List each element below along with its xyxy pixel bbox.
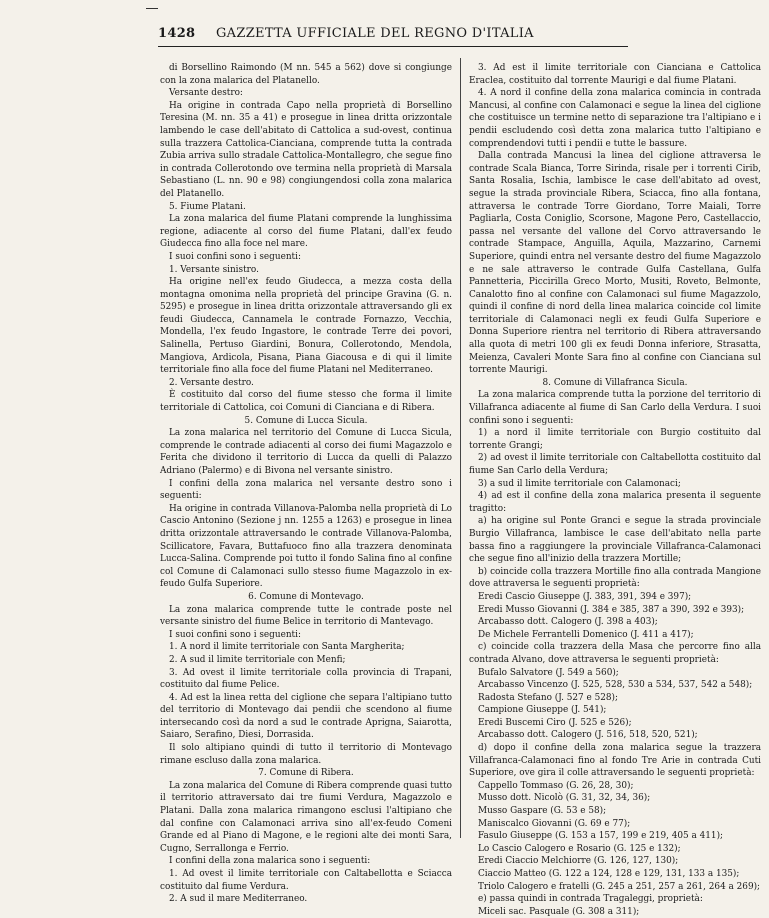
paragraph: 1. A nord il limite territoriale con Santa Margherita; (169, 642, 405, 653)
paragraph: 3. Ad est il limite territoriale con Cianciana e Cattolica Eraclea, costituito dal torrente Maurigi e dal fiume Platani. (469, 63, 761, 86)
paragraph: I suoi confini sono i seguenti: (169, 251, 301, 262)
section-heading: 8. Comune di Villafranca Sicula. (542, 377, 688, 388)
paragraph: c) coincide colla trazzera della Masa che percorre fino alla contrada Alvano, dove attraversa le seguenti proprietà: (469, 642, 761, 665)
paragraph: Musso Gaspare (G. 53 e 58); (478, 806, 607, 817)
paragraph: e) passa quindi in contrada Tragaleggi, proprietà: (478, 894, 703, 905)
paragraph: Ha origine nell'ex feudo Giudecca, a mezza costa della montagna omonima nella proprietà del principe Gravina (G. n. 5295) e prosegue in linea dritta orizzontale attraversando gli ex feudi Giudecca, Cannamela le contrade Fornazzo, Vecchia, Mondella, l'ex feudo Ingastore, le contrade Terre dei povori, Salinella, Pertuso Giardini, Bonura, Collerotondo, Mendola, Mangiova, Ardicola, Pisana, Piana Giacousa e di qui il limite territoriale fino alla foce del fiume Platani nel Mediterraneo. (160, 277, 452, 376)
paragraph: La zona malarica comprende tutta la porzione del territorio di Villafranca adiacente al fiume di San Carlo della Verdura. I suoi confini sono i seguenti: (469, 390, 761, 426)
paragraph: Dalla contrada Mancusi la linea del ciglione attraversa le contrade Scala Bianca, Torre Sirinda, risale per i torrenti Cirib, Santa Rosalia, Ischia, lambisce le case dell'abitato ad ovest, segue la strada provinciale Ribera, Sciacca, fino alla fontana, attraversa le contrade Torre Giordano, Torre Maiali, Torre Pagliarla, Costa Coniglio, Scorsone, Magone Pero, Castellaccio, passa nel versante del vallone del Corvo attraversando le contrade Stampace, Anguilla, Aquila, Mazzarino, Carnemi Superiore, quindi entra nel versante destro del fiume Magazzolo e ne sale attraverso le contrade Gulfa Castellana, Gulfa Pannetteria, Piccirilla Greco Morto, Musiti, Roveto, Belmonte, Canalotto fino al confine con Calamonaci sul fiume Magazzolo, quindi il confine di nord della linea malarica coincide col limite territoriale di Calamonaci negli ex feudi Gulfa Superiore e Donna Superiore rientra nel territorio di Ribera attraversando alla quota di metri 100 gli ex feudi Donna inferiore, Strasatta, Meienza, Cavaleri Monte Sara fino al confine con Cianciana sul torrente Maurigi. (469, 151, 761, 376)
paragraph: Campione Giuseppe (J. 541); (478, 705, 607, 716)
paragraph: Eredi Ciaccio Melchiorre (G. 126, 127, 130); (478, 856, 679, 867)
left-column (160, 62, 452, 905)
paragraph: I suoi confini sono i seguenti: (169, 629, 301, 640)
paragraph: La zona malarica comprende tutte le contrade poste nel versante sinistro del fiume Belice in territorio di Mantevago. (160, 604, 452, 628)
page-number: 1428 (158, 26, 196, 41)
paragraph: Fasulo Giuseppe (G. 153 a 157, 199 e 219, 405 a 411); (478, 831, 724, 842)
paragraph: 2) ad ovest il limite territoriale con Caltabellotta costituito dal fiume San Carlo della Verdura; (469, 453, 761, 476)
paragraph: Il solo altipiano quindi di tutto il territorio di Montevago rimane escluso dalla zona malarica. (160, 743, 452, 766)
paragraph: Radosta Stefano (J. 527 e 528); (478, 692, 618, 703)
paragraph: 4) ad est il confine della zona malarica presenta il seguente tragitto: (469, 491, 761, 514)
paragraph: Arcabasso dott. Calogero (J. 398 a 403); (478, 617, 658, 628)
corner-mark (146, 8, 158, 9)
paragraph: 3) a sud il limite territoriale con Calamonaci; (478, 478, 681, 489)
paragraph: I confini della zona malarica sono i seguenti: (169, 856, 371, 867)
paragraph: Maniscalco Giovanni (G. 69 e 77); (478, 818, 631, 829)
paragraph: 2. A sud il mare Mediterraneo. (169, 894, 308, 905)
paragraph: 2. A sud il limite territoriale con Menfi; (169, 654, 346, 665)
paragraph: a) ha origine sul Ponte Granci e segue la strada provinciale Burgio Villafranca, lambisce le case dell'abitato nella parte bassa fino a raggiungere la provinciale Villafranca-Calamonaci che segue fino all'inizio della trazzera Mortille; (469, 516, 761, 565)
header-rule (158, 46, 628, 47)
paragraph: 1) a nord il limite territoriale con Burgio costituito dal torrente Grangi; (469, 428, 761, 451)
paragraph: La zona malarica nel territorio del Comune di Lucca Sicula, comprende le contrade adiacenti al corso dei fiumi Magazzolo e Ferita che dividono il territorio di Lucca da quelli di Palazzo Adriano (Palermo) e di Bivona nel versante sinistro. (160, 428, 452, 476)
right-column (469, 62, 761, 917)
paragraph: I confini della zona malarica nel versante destro sono i seguenti: (160, 478, 452, 502)
paragraph: Triolo Calogero e fratelli (G. 245 a 251, 257 a 261, 264 a 269); (478, 881, 761, 892)
paragraph: Musso dott. Nicolò (G. 31, 32, 34, 36); (478, 793, 651, 804)
page-header (158, 26, 628, 42)
paragraph: 1. Versante sinistro. (169, 264, 259, 275)
paragraph: 4. A nord il confine della zona malarica comincia in contrada Mancusi, al confine con Calamonaci e segue la linea del ciglione che costituisce un termine netto di separazione tra l'altipiano e i pendii escludendo così detta zona malarica tutto l'altipiano e comprendendovi tutti i pendii e tutte le bassure. (469, 88, 761, 149)
paragraph: La zona malarica del Comune di Ribera comprende quasi tutto il territorio attraversato dai tre fiumi Verdura, Magazzolo e Platani. Dalla zona malarica rimangono esclusi l'altipiano che dal confine con Calamonaci arriva sino all'ex-feudo Comeni Grande ed al Piano di Magone, e le regioni alte dei monti Sara, Cugno, Serrallonga e Ferrio. (160, 780, 452, 854)
paragraph: Arcabasso Vincenzo (J. 525, 528, 530 a 534, 537, 542 a 548); (478, 680, 753, 691)
paragraph: Eredi Cascio Giuseppe (J. 383, 391, 394 e 397); (478, 591, 692, 602)
section-heading: 7. Comune di Ribera. (258, 768, 354, 779)
paragraph: di Borsellino Raimondo (M nn. 545 a 562) dove si congiunge con la zona malarica del Platanello. (160, 63, 452, 86)
paragraph: Ciaccio Matteo (G. 122 a 124, 128 e 129, 131, 133 a 135); (478, 869, 740, 879)
paragraph: Versante destro: (169, 88, 243, 99)
column-divider (460, 58, 461, 838)
paragraph: È costituito dal corso del fiume stesso che forma il limite territoriale di Cattolica, coi Comuni di Cianciana e di Ribera. (160, 390, 452, 414)
paragraph: 2. Versante destro. (169, 377, 254, 388)
section-heading: 6. Comune di Montevago. (248, 591, 364, 602)
paragraph: Cappello Tommaso (G. 26, 28, 30); (478, 780, 634, 791)
paragraph: Lo Cascio Calogero e Rosario (G. 125 e 132); (478, 843, 681, 854)
paragraph: Bufalo Salvatore (J. 549 a 560); (478, 667, 619, 678)
paragraph: La zona malarica del fiume Platani comprende la lunghissima regione, adiacente al corso del fiume Platani, dall'ex feudo Giudecca fino alla foce nel mare. (160, 214, 452, 250)
page-title: GAZZETTA UFFICIALE DEL REGNO D'ITALIA (216, 26, 534, 41)
paragraph: 4. Ad est la linea retta del ciglione che separa l'altipiano tutto del territorio di Montevago dai pendii che scendono al fiume intersecando così da nord a sud le contrade Aprigna, Saiarotta, Saiaro, Serafino, Diesi, Dorrasida. (160, 692, 452, 741)
paragraph: Arcabasso dott. Calogero (J. 516, 518, 520, 521); (478, 730, 698, 741)
paragraph: Eredi Musso Giovanni (J. 384 e 385, 387 a 390, 392 e 393); (478, 604, 745, 615)
paragraph: Ha origine in contrada Capo nella proprietà di Borsellino Teresina (M. nn. 35 a 41) e prosegue in linea dritta orizzontale lambendo le case dell'abitato di Cattolica a sud-ovest, continua sulla trazzera Cattolica-Cianciana, comprende tutta la contrada Zubia arriva sullo stradale Cattolica-Montallegro, che segue fino in contrada Collerotondo ove termina nella proprietà di Marsala Sebastiano (L. nn. 90 e 98) congiungendosi colla zona malarica del Platanello. (160, 100, 452, 199)
paragraph: 3. Ad ovest il limite territoriale colla provincia di Trapani, costituito dal fiume Pelice. (160, 667, 452, 691)
section-heading: 5. Comune di Lucca Sicula. (244, 415, 368, 426)
paragraph: 5. Fiume Platani. (169, 201, 246, 212)
paragraph: Miceli sac. Pasquale (G. 308 a 311); (478, 906, 640, 917)
paragraph: Eredi Buscemi Ciro (J. 525 e 526); (478, 717, 632, 728)
paragraph: 1. Ad ovest il limite territoriale con Caltabellotta e Sciacca costituito dal fiume Verdura. (160, 869, 452, 892)
paragraph: d) dopo il confine della zona malarica segue la trazzera Villafranca-Calamonaci fino al fondo Tre Arie in contrada Cuti Superiore, ove gira il colle attraversando le seguenti proprietà: (469, 743, 761, 779)
paragraph: Ha origine in contrada Villanova-Palomba nella proprietà di Lo Cascio Antonino (Sezione j nn. 1255 a 1263) e prosegue in linea dritta orizzontale attraversando le contrade Villanova-Palomba, Scillicatore, Favara, Buttafuoco fino alla trazzera denominata Lucca-Salina. Comprende poi tutto il fondo Salina fino al confine col Comune di Calamonaci sullo stesso fiume Magazzolo in ex-feudo Gulfa Superiore. (160, 503, 452, 590)
paragraph: b) coincide colla trazzera Mortille fino alla contrada Mangione dove attraversa le seguenti proprietà: (469, 566, 761, 590)
paragraph: De Michele Ferrantelli Domenico (J. 411 a 417); (478, 629, 694, 640)
